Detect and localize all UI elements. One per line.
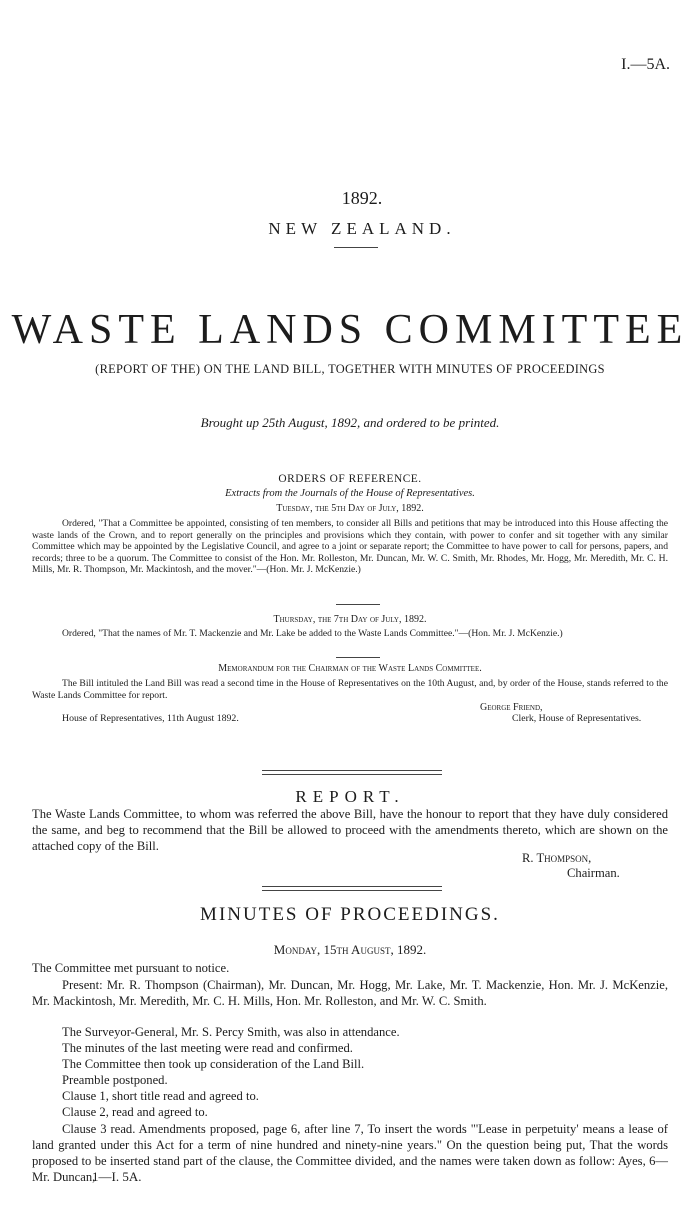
minutes-line: Clause 2, read and agreed to. <box>62 1105 208 1119</box>
minutes-line: Clause 1, short title read and agreed to. <box>62 1089 259 1103</box>
minutes-heading: MINUTES OF PROCEEDINGS. <box>200 904 500 925</box>
minutes-line: The Committee then took up consideration of the Land Bill. <box>62 1057 365 1071</box>
house-date: House of Representatives, 11th August 1892. <box>62 713 239 724</box>
memorandum-text: The Bill intituled the Land Bill was read a second time in the House of Representatives on the 10th August, and, by order of the House, stands referred to the Waste Lands Committee for report. <box>32 678 668 701</box>
minutes-line: The Committee met pursuant to notice. <box>32 961 230 975</box>
rule <box>336 657 380 658</box>
order-2-text: Ordered, "That the names of Mr. T. Mackenzie and Mr. Lake be added to the Waste Lands Committee."—(Hon. Mr. J. McKenzie.) <box>62 628 563 639</box>
orders-heading: ORDERS OF REFERENCE. <box>278 473 422 485</box>
report-text: The Waste Lands Committee, to whom was referred the above Bill, have the honour to report that they have duly considered the same, and beg to recommend that the Bill be allowed to proceed with the amendments thereto, which are shown on the attached copy of the Bill. <box>32 807 668 853</box>
report-signer-role: Chairman. <box>567 866 620 880</box>
clause-3-text: Clause 3 read. Amendments proposed, page 6, after line 7, To insert the words "'Lease in perpetuity' means a lease of land granted under this Act for a term of nine hundred and ninety-nine years." On the question being put, That the words proposed to be inserted stand part of the clause, the Committee divided, and the names were taken down as follow: Ayes, 6—Mr. Duncan, <box>32 1122 668 1184</box>
order-date-2: Thursday, the 7th Day of July, 1892. <box>273 614 427 625</box>
double-rule <box>262 770 442 775</box>
document-title: WASTE LANDS COMMITTEE <box>11 307 689 353</box>
double-rule <box>262 886 442 891</box>
minutes-present: Present: Mr. R. Thompson (Chairman), Mr. Duncan, Mr. Hogg, Mr. Lake, Mr. T. Mackenzie, Hon. Mr. J. McKenzie, Mr. Mackintosh, Mr. Meredith, Mr. C. H. Mills, Hon. Mr. Rolleston, and Mr. W. C. Smith. <box>32 978 668 1008</box>
report-signer: R. Thompson, <box>522 851 592 865</box>
brought-up-note: Brought up 25th August, 1892, and ordered to be printed. <box>200 415 500 430</box>
minutes-date: Monday, 15th August, 1892. <box>273 942 427 957</box>
order-1-text: Ordered, "That a Committee be appointed, consisting of ten members, to consider all Bills and petitions that may be introduced into this House affecting the waste lands of the Crown, and to report generally on the principles and provisions which they contain, with power to confer and sit together with any similar Committee which may be appointed by the Legislative Council, and agree to a joint or separate report; the Committee to have power to call for persons, papers, and records; three to be a quorum. The Committee to consist of the Hon. Mr. Rolleston, Mr. Duncan, Mr. W. C. Smith, Mr. Rhodes, Mr. Hogg, Mr. Meredith, Mr. C. H. Mills, Mr. R. Thompson, Mr. Mackintosh, and the mover."—(Hon. Mr. J. McKenzie.) <box>32 518 668 576</box>
page-footer: 1—I. 5A. <box>92 1169 142 1184</box>
orders-extracts: Extracts from the Journals of the House of Representatives. <box>225 488 475 499</box>
order-date-1: Tuesday, the 5th Day of July, 1892. <box>276 503 424 514</box>
minutes-line: The minutes of the last meeting were read and confirmed. <box>62 1041 353 1055</box>
minutes-line: The Surveyor-General, Mr. S. Percy Smith, was also in attendance. <box>62 1025 400 1039</box>
year: 1892. <box>341 188 383 208</box>
document-subtitle: (REPORT OF THE) ON THE LAND BILL, TOGETHER WITH MINUTES OF PROCEEDINGS <box>95 362 605 376</box>
clerk-title: Clerk, House of Representatives. <box>512 713 642 724</box>
rule <box>336 604 380 605</box>
country: NEW ZEALAND. <box>268 219 456 238</box>
report-heading: REPORT. <box>295 787 405 806</box>
page-reference: I.—5A. <box>621 56 670 73</box>
rule <box>334 247 378 248</box>
memorandum-heading: Memorandum for the Chairman of the Waste Lands Committee. <box>218 663 482 674</box>
clerk-name: George Friend, <box>480 702 543 713</box>
minutes-line: Preamble postponed. <box>62 1073 168 1087</box>
